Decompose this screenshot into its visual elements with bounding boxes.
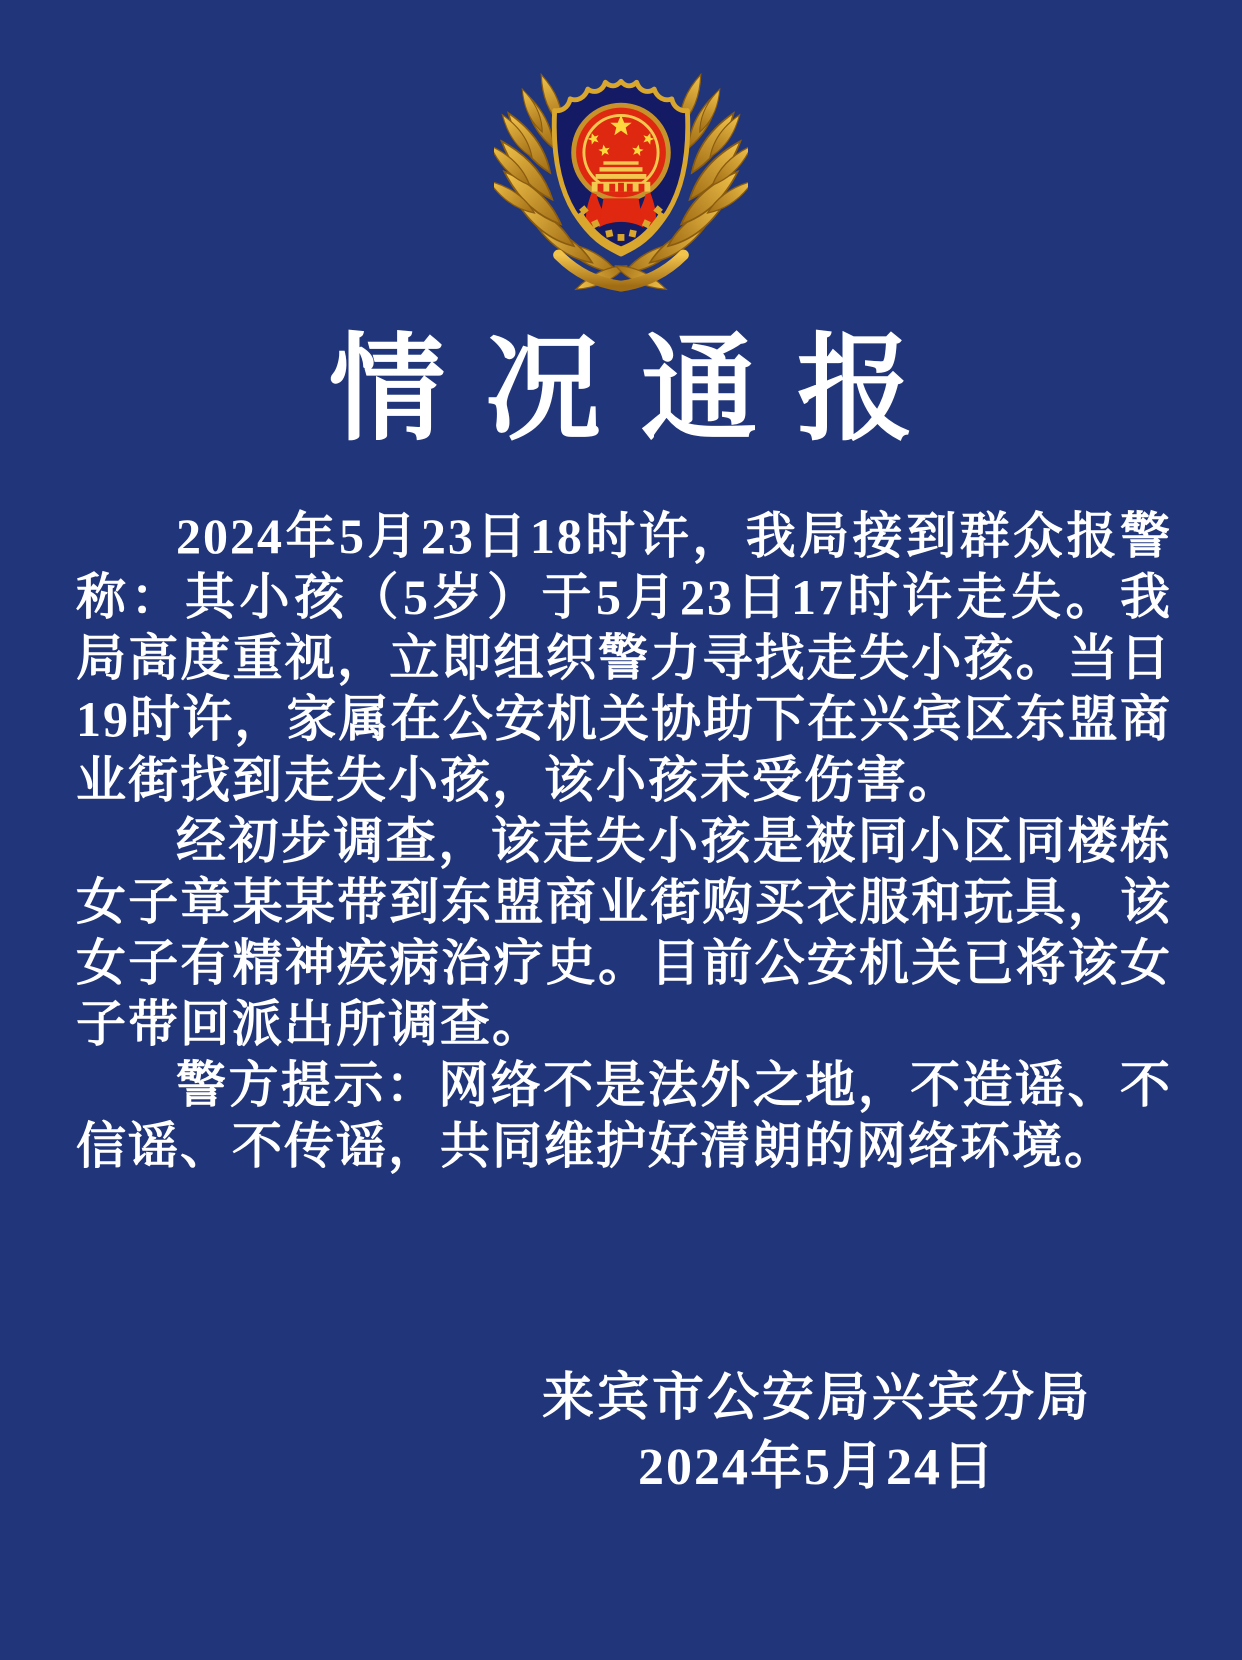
notice-title: 情况通报 [329, 324, 953, 454]
body-paragraph: 警方提示：网络不是法外之地，不造谣、不信谣、不传谣，共同维护好清朗的网络环境。 [76, 1056, 1172, 1174]
signature-block [542, 1368, 1092, 1498]
notice-body [0, 506, 1242, 1177]
signature-agency: 来宾市公安局兴宾分局 [541, 1370, 1092, 1427]
signature-date: 2024年5月24日 [637, 1439, 996, 1496]
national-emblem [571, 103, 671, 203]
police-badge-emblem [494, 52, 748, 296]
body-paragraph: 经初步调查，该走失小孩是被同小区同楼栋女子章某某带到东盟商业街购买衣服和玩具，该女子有精神疾病治疗史。目前公安机关已将该女子带回派出所调查。 [76, 812, 1172, 1052]
body-paragraph: 2024年5月23日18时许，我局接到群众报警称：其小孩（5岁）于5月23日17时许走失。我局高度重视，立即组织警力寻找走失小孩。当日19时许，家属在公安机关协助下在兴宾区东盟商业街找到走失小孩，该小孩未受伤害。 [76, 507, 1172, 808]
emblem-container [0, 0, 1242, 296]
